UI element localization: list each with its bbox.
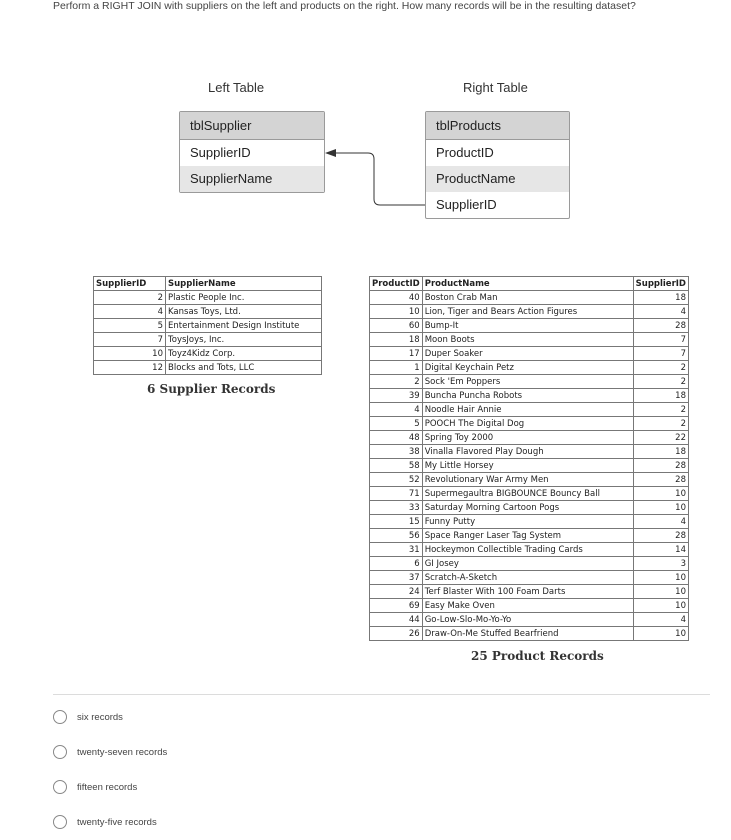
cell: 2 <box>633 403 688 417</box>
cell: 7 <box>94 333 166 347</box>
cell: 4 <box>370 403 423 417</box>
right-field-productid: ProductID <box>436 145 494 160</box>
cell: 52 <box>370 473 423 487</box>
table-row <box>370 417 689 431</box>
cell: Kansas Toys, Ltd. <box>166 305 322 319</box>
question-text: Perform a RIGHT JOIN with suppliers on the left and products on the right. How many records will be in the resulting dataset? <box>53 0 636 12</box>
option-six-records[interactable] <box>53 710 123 724</box>
cell: 60 <box>370 319 423 333</box>
products-col-supplierid: SupplierID <box>633 277 688 291</box>
table-row <box>370 571 689 585</box>
table-row <box>94 361 322 375</box>
table-row <box>94 319 322 333</box>
cell: 18 <box>633 389 688 403</box>
cell: 2 <box>370 375 423 389</box>
option-label: six records <box>77 711 123 723</box>
cell: Scratch-A-Sketch <box>422 571 633 585</box>
cell: GI Josey <box>422 557 633 571</box>
cell: 39 <box>370 389 423 403</box>
products-col-name: ProductName <box>422 277 633 291</box>
products-col-id: ProductID <box>370 277 423 291</box>
cell: Noodle Hair Annie <box>422 403 633 417</box>
table-row <box>370 529 689 543</box>
cell: 44 <box>370 613 423 627</box>
cell: 58 <box>370 459 423 473</box>
option-label: fifteen records <box>77 781 138 793</box>
table-row <box>370 291 689 305</box>
cell: Toyz4Kidz Corp. <box>166 347 322 361</box>
cell: 5 <box>94 319 166 333</box>
table-row <box>370 445 689 459</box>
cell: 18 <box>633 445 688 459</box>
cell: 4 <box>633 305 688 319</box>
cell: 28 <box>633 459 688 473</box>
cell: 7 <box>633 347 688 361</box>
table-row <box>370 599 689 613</box>
table-row <box>370 473 689 487</box>
cell: Blocks and Tots, LLC <box>166 361 322 375</box>
cell: 24 <box>370 585 423 599</box>
table-row <box>370 347 689 361</box>
products-count-label: 25 Product Records <box>471 649 604 663</box>
cell: Hockeymon Collectible Trading Cards <box>422 543 633 557</box>
cell: 38 <box>370 445 423 459</box>
cell: Moon Boots <box>422 333 633 347</box>
table-row <box>94 291 322 305</box>
supplier-table <box>93 276 322 375</box>
cell: 2 <box>633 361 688 375</box>
cell: Revolutionary War Army Men <box>422 473 633 487</box>
cell: Go-Low-Slo-Mo-Yo-Yo <box>422 613 633 627</box>
cell: Vinalla Flavored Play Dough <box>422 445 633 459</box>
table-row <box>370 501 689 515</box>
table-row <box>94 333 322 347</box>
cell: 10 <box>633 627 688 641</box>
right-table-name: tblProducts <box>426 112 569 140</box>
table-row <box>94 305 322 319</box>
table-row <box>370 459 689 473</box>
cell: 2 <box>94 291 166 305</box>
cell: Saturday Morning Cartoon Pogs <box>422 501 633 515</box>
right-field-supplierid: SupplierID <box>436 197 497 212</box>
cell: 40 <box>370 291 423 305</box>
left-table-caption: Left Table <box>208 80 265 95</box>
cell: My Little Horsey <box>422 459 633 473</box>
table-row <box>370 585 689 599</box>
cell: Space Ranger Laser Tag System <box>422 529 633 543</box>
cell: 2 <box>633 375 688 389</box>
radio-button[interactable] <box>53 780 67 794</box>
cell: Lion, Tiger and Bears Action Figures <box>422 305 633 319</box>
option-fifteen-records[interactable] <box>53 780 137 794</box>
table-row <box>370 389 689 403</box>
cell: 7 <box>633 333 688 347</box>
cell: Bump-It <box>422 319 633 333</box>
arrowhead-icon <box>325 149 336 157</box>
products-header-row <box>370 277 689 291</box>
table-row <box>94 347 322 361</box>
table-row <box>370 375 689 389</box>
cell: Duper Soaker <box>422 347 633 361</box>
table-row <box>370 543 689 557</box>
supplier-col-id: SupplierID <box>94 277 166 291</box>
cell: Supermegaultra BIGBOUNCE Bouncy Ball <box>422 487 633 501</box>
cell: 10 <box>633 599 688 613</box>
option-label: twenty-five records <box>77 816 157 828</box>
cell: 10 <box>370 305 423 319</box>
cell: 22 <box>633 431 688 445</box>
cell: 10 <box>633 501 688 515</box>
table-row <box>370 627 689 641</box>
cell: Terf Blaster With 100 Foam Darts <box>422 585 633 599</box>
cell: 3 <box>633 557 688 571</box>
cell: 15 <box>370 515 423 529</box>
cell: 28 <box>633 473 688 487</box>
cell: 18 <box>370 333 423 347</box>
cell: 2 <box>633 417 688 431</box>
cell: 28 <box>633 319 688 333</box>
table-row <box>370 613 689 627</box>
cell: 33 <box>370 501 423 515</box>
cell: 48 <box>370 431 423 445</box>
cell: Boston Crab Man <box>422 291 633 305</box>
option-twenty-five-records[interactable] <box>53 815 157 829</box>
cell: 71 <box>370 487 423 501</box>
cell: 4 <box>633 515 688 529</box>
cell: 1 <box>370 361 423 375</box>
supplier-header-row <box>94 277 322 291</box>
cell: 10 <box>94 347 166 361</box>
products-table <box>369 276 689 641</box>
cell: 10 <box>633 487 688 501</box>
cell: Buncha Puncha Robots <box>422 389 633 403</box>
table-row <box>370 333 689 347</box>
cell: 14 <box>633 543 688 557</box>
cell: Digital Keychain Petz <box>422 361 633 375</box>
table-row <box>370 487 689 501</box>
cell: POOCH The Digital Dog <box>422 417 633 431</box>
option-twenty-seven-records[interactable] <box>53 745 167 759</box>
cell: 18 <box>633 291 688 305</box>
table-row <box>370 305 689 319</box>
radio-button[interactable] <box>53 745 67 759</box>
cell: 28 <box>633 529 688 543</box>
divider <box>53 694 710 695</box>
relationship-connector <box>0 0 731 260</box>
left-field-suppliername: SupplierName <box>180 166 324 192</box>
cell: 37 <box>370 571 423 585</box>
cell: 69 <box>370 599 423 613</box>
cell: 12 <box>94 361 166 375</box>
cell: 26 <box>370 627 423 641</box>
cell: Plastic People Inc. <box>166 291 322 305</box>
supplier-count-label: 6 Supplier Records <box>147 382 276 396</box>
right-table-caption: Right Table <box>463 80 528 95</box>
table-row <box>370 557 689 571</box>
cell: 10 <box>633 585 688 599</box>
table-row <box>370 361 689 375</box>
cell: 31 <box>370 543 423 557</box>
cell: Entertainment Design Institute <box>166 319 322 333</box>
table-row <box>370 403 689 417</box>
cell: 10 <box>633 571 688 585</box>
cell: ToysJoys, Inc. <box>166 333 322 347</box>
cell: Sock 'Em Poppers <box>422 375 633 389</box>
supplier-col-name: SupplierName <box>166 277 322 291</box>
table-row <box>370 515 689 529</box>
cell: 6 <box>370 557 423 571</box>
cell: 4 <box>633 613 688 627</box>
cell: Spring Toy 2000 <box>422 431 633 445</box>
left-field-supplierid: SupplierID <box>190 145 251 160</box>
radio-button[interactable] <box>53 710 67 724</box>
cell: 17 <box>370 347 423 361</box>
right-field-productname: ProductName <box>426 166 569 192</box>
cell: 4 <box>94 305 166 319</box>
table-row <box>370 431 689 445</box>
cell: Draw-On-Me Stuffed Bearfriend <box>422 627 633 641</box>
radio-button[interactable] <box>53 815 67 829</box>
left-table-name: tblSupplier <box>180 112 324 140</box>
cell: 5 <box>370 417 423 431</box>
cell: Funny Putty <box>422 515 633 529</box>
cell: Easy Make Oven <box>422 599 633 613</box>
table-row <box>370 319 689 333</box>
option-label: twenty-seven records <box>77 746 168 758</box>
cell: 56 <box>370 529 423 543</box>
